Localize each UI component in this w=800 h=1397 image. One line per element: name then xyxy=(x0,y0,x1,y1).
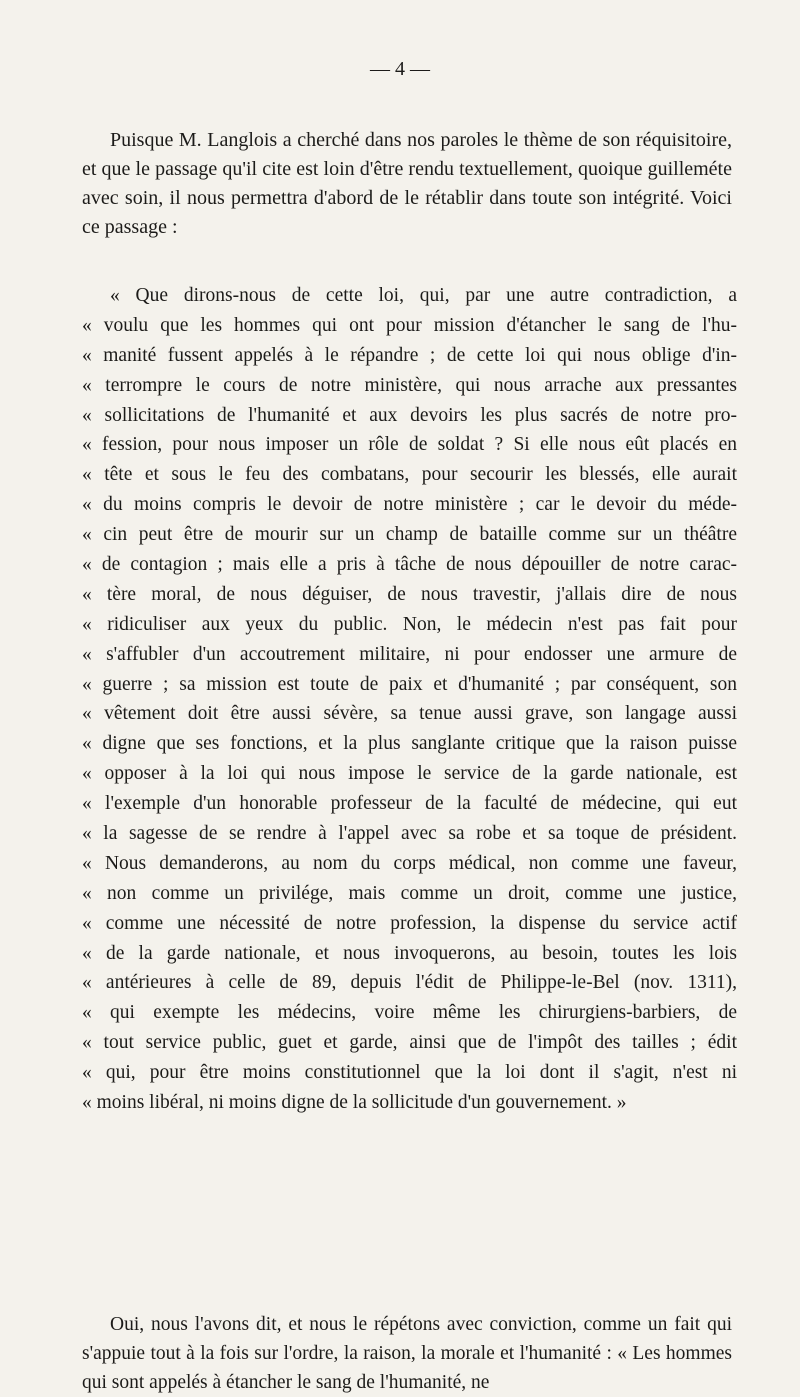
quote-line: « sollicitations de l'humanité et aux devoirs les plus sacrés de notre pro- xyxy=(82,404,737,426)
quote-line: « de la garde nationale, et nous invoquerons, au besoin, toutes les lois xyxy=(82,942,737,964)
quote-line: « guerre ; sa mission est toute de paix et d'humanité ; par conséquent, son xyxy=(82,673,737,695)
intro-paragraph: Puisque M. Langlois a cherché dans nos paroles le thème de son réquisitoire, et que le passage qu'il cite est loin d'être rendu textuellement, quoique guilleméte avec soin, il nous permettra d'abord de le rétablir dans toute son intégrité. Voici ce passage : xyxy=(82,129,732,238)
quote-line: « tère moral, de nous déguiser, de nous travestir, j'allais dire de nous xyxy=(82,583,737,605)
quote-line: « digne que ses fonctions, et la plus sanglante critique que la raison puisse xyxy=(82,733,737,755)
quote-line: « manité fussent appelés à le répandre ; de cette loi qui nous oblige d'in- xyxy=(82,344,737,366)
quote-line: « cin peut être de mourir sur un champ de bataille comme sur un théâtre xyxy=(82,524,737,546)
quote-line: « vêtement doit être aussi sévère, sa tenue aussi grave, son langage aussi xyxy=(82,703,737,725)
quote-line: « l'exemple d'un honorable professeur de la faculté de médecine, qui eut xyxy=(82,793,737,815)
quoted-passage xyxy=(82,281,737,1118)
outro-paragraph: Oui, nous l'avons dit, et nous le répétons avec conviction, comme un fait qui s'appuie tout à la fois sur l'ordre, la raison, la morale et l'humanité : « Les hommes qui sont appelés à étancher le sang de l'humanité, ne xyxy=(82,1313,732,1393)
quote-line: « qui exempte les médecins, voire même les chirurgiens-barbiers, de xyxy=(82,1002,737,1024)
quote-line: « moins libéral, ni moins digne de la sollicitude d'un gouvernement. » xyxy=(82,1092,627,1114)
quote-line: « la sagesse de se rendre à l'appel avec sa robe et sa toque de président. xyxy=(82,823,737,845)
quote-line: « terrompre le cours de notre ministère, qui nous arrache aux pressantes xyxy=(82,374,737,396)
quote-line: « qui, pour être moins constitutionnel que la loi dont il s'agit, n'est ni xyxy=(82,1062,737,1084)
quote-line: « tout service public, guet et garde, ainsi que de l'impôt des tailles ; édit xyxy=(82,1032,737,1054)
quote-line: « antérieures à celle de 89, depuis l'édit de Philippe-le-Bel (nov. 1311), xyxy=(82,972,737,994)
quote-line: « non comme un privilége, mais comme un droit, comme une justice, xyxy=(82,882,737,904)
quote-line: « Que dirons-nous de cette loi, qui, par une autre contradiction, a xyxy=(110,285,737,306)
quote-line: « de contagion ; mais elle a pris à tâche de nous dépouiller de notre carac- xyxy=(82,554,737,576)
quote-line: « opposer à la loi qui nous impose le service de la garde nationale, est xyxy=(82,763,737,785)
page-number: — 4 — xyxy=(370,58,430,80)
quote-line: « comme une nécessité de notre profession, la dispense du service actif xyxy=(82,912,737,934)
quote-line: « tête et sous le feu des combatans, pour secourir les blessés, elle aurait xyxy=(82,464,737,486)
quote-line: « Nous demanderons, au nom du corps médical, non comme une faveur, xyxy=(82,852,737,874)
quote-line: « voulu que les hommes qui ont pour mission d'étancher le sang de l'hu- xyxy=(82,314,737,336)
quote-line: « fession, pour nous imposer un rôle de soldat ? Si elle nous eût placés en xyxy=(82,434,737,456)
quote-line: « ridiculiser aux yeux du public. Non, le médecin n'est pas fait pour xyxy=(82,613,737,635)
quote-line: « s'affubler d'un accoutrement militaire, ni pour endosser une armure de xyxy=(82,643,737,665)
quote-line: « du moins compris le devoir de notre ministère ; car le devoir du méde- xyxy=(82,494,737,516)
